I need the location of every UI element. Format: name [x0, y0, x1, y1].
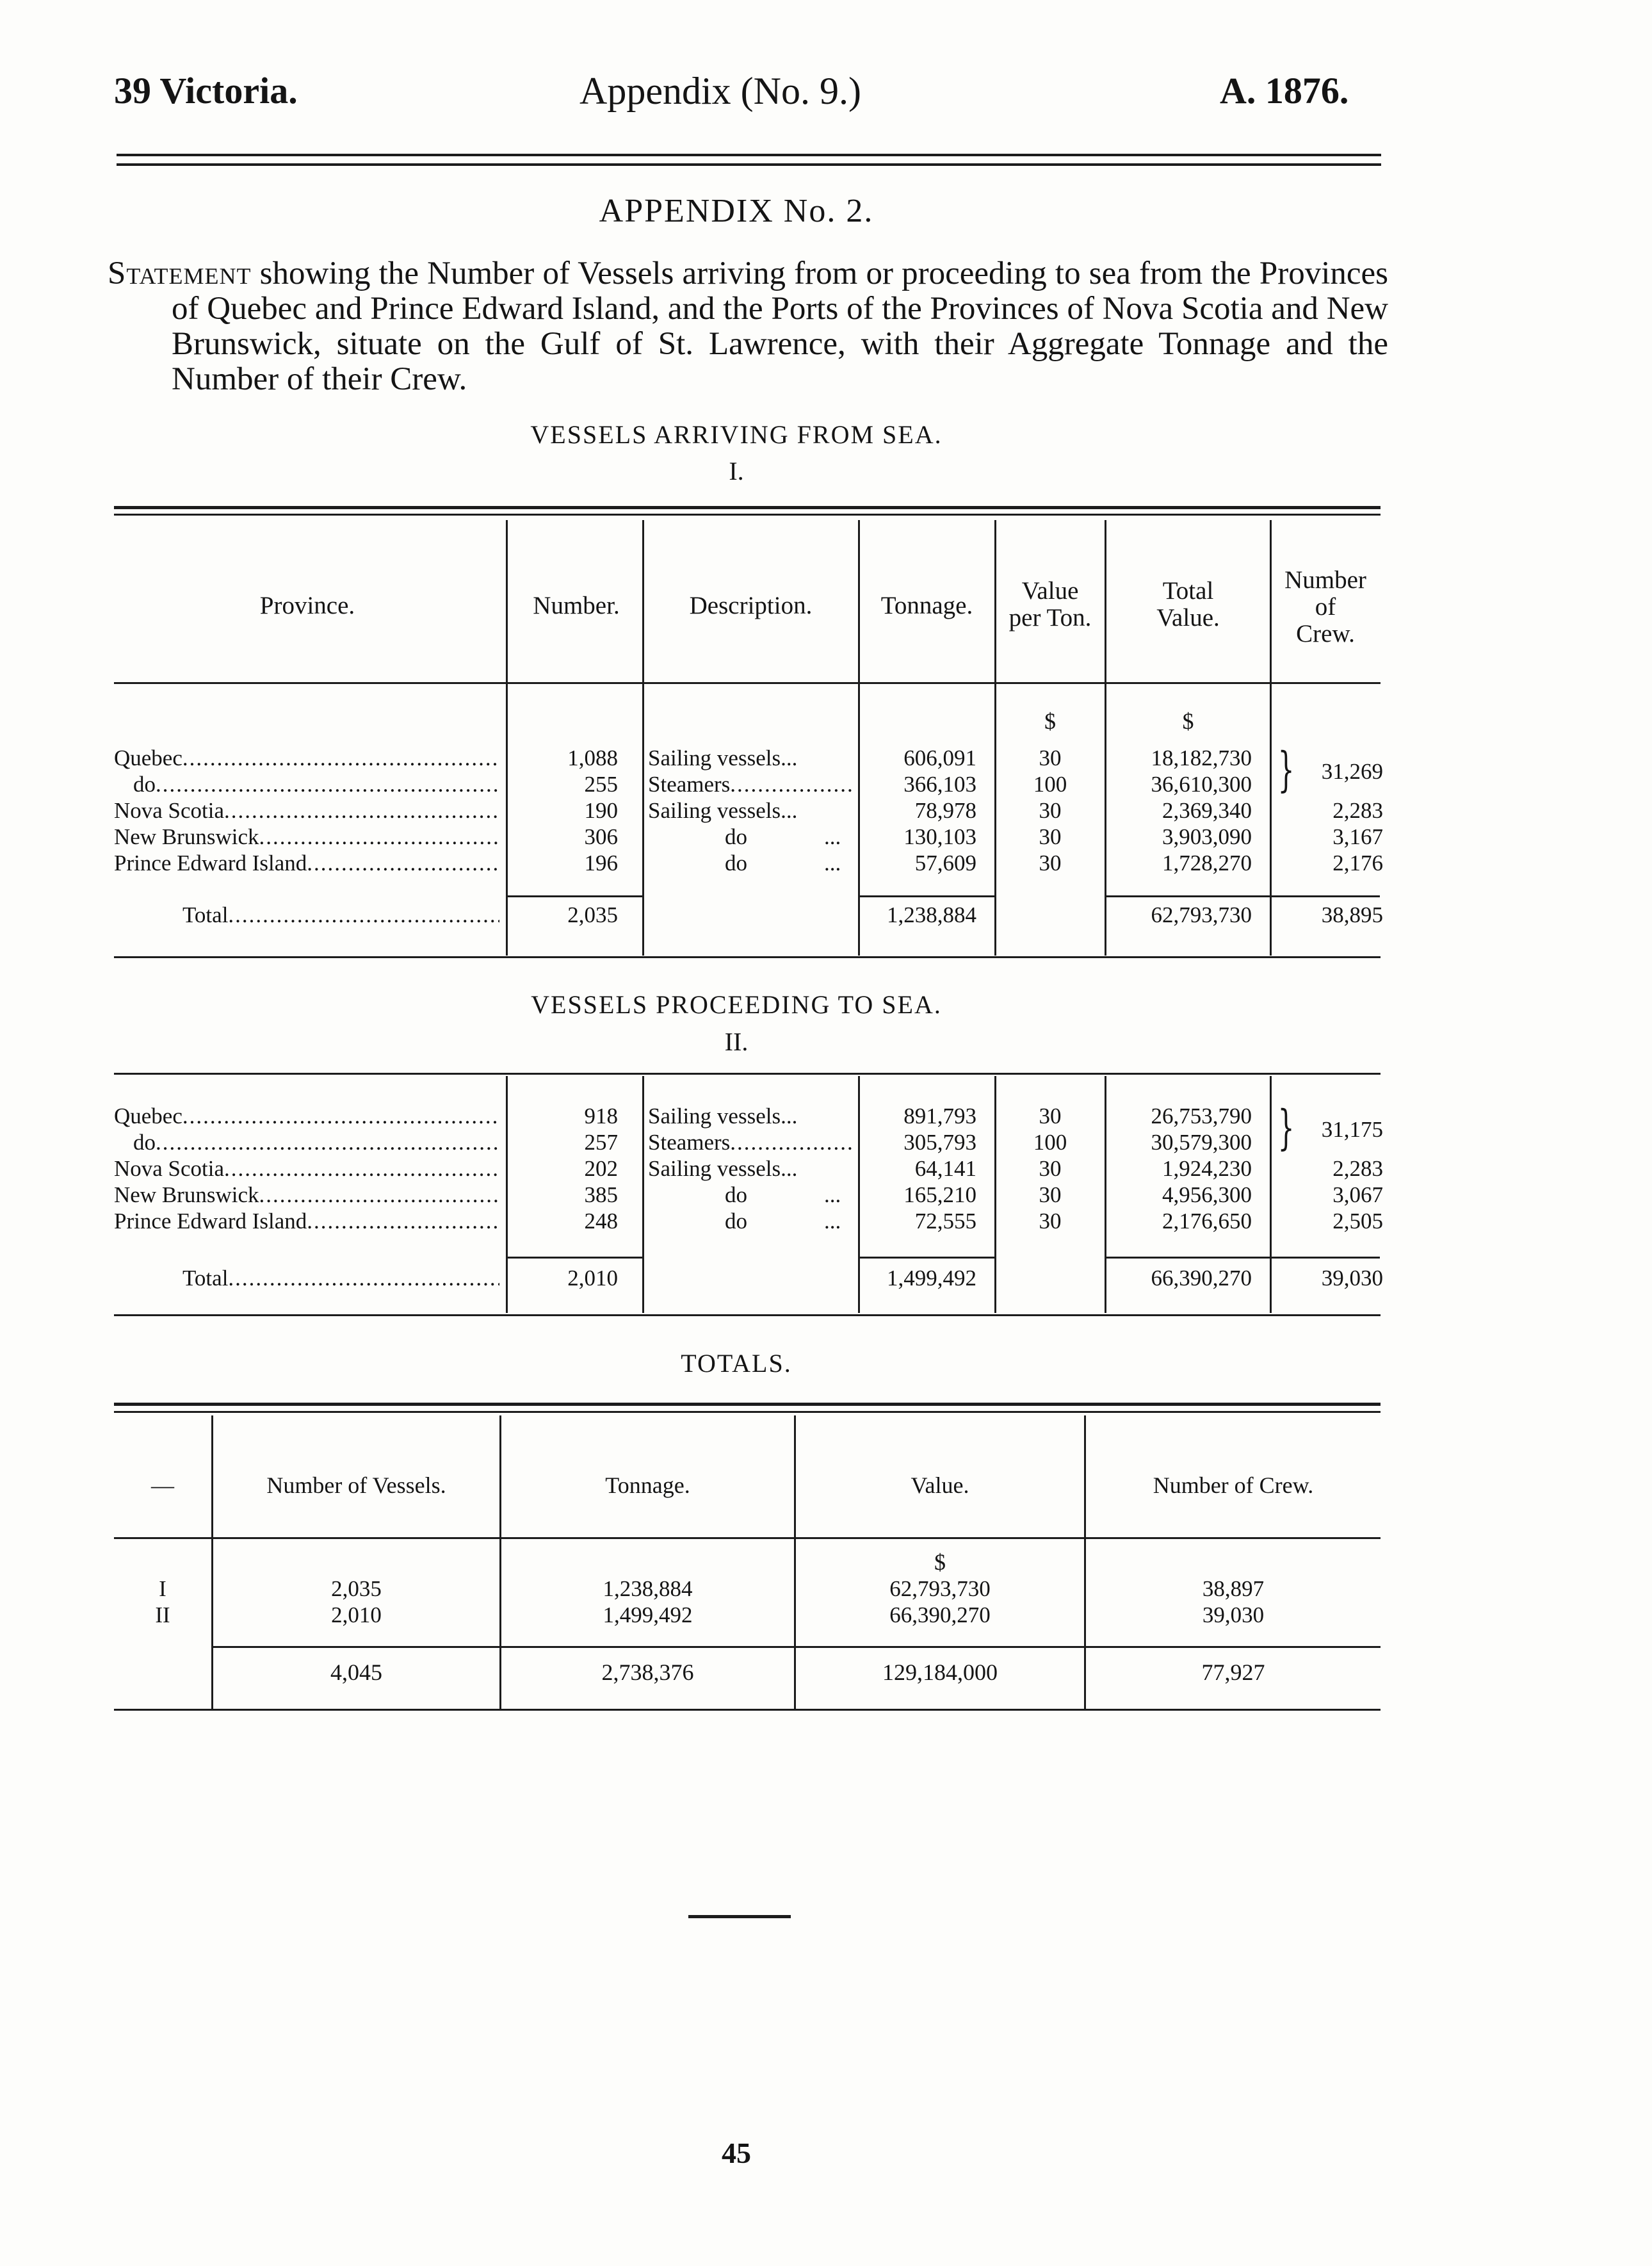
- running-header-left: 39 Victoria.: [114, 70, 298, 111]
- arriving-numeral: I.: [729, 457, 744, 485]
- proceeding-tonnage-col: 891,793 305,793 64,141 165,210 72,555: [903, 1104, 976, 1234]
- table1-vrule: [506, 520, 508, 956]
- arriving-total-tonnage: 1,238,884: [887, 902, 976, 927]
- page-number: 45: [722, 2137, 751, 2169]
- totals-header-value: Value.: [911, 1472, 969, 1498]
- arriving-total-label: Total .....: [182, 902, 499, 928]
- totals-grand-crew: 77,927: [1201, 1659, 1265, 1685]
- totals-tonnage-col: 1,238,884 1,499,492: [603, 1576, 693, 1627]
- appendix-title: APPENDIX No. 2.: [599, 193, 874, 229]
- proceeding-description-col: Sailing vessels... Steamers ..... Sailing vessels... do ... do ...: [648, 1103, 853, 1234]
- table-row-province: Quebec .....: [114, 1103, 498, 1129]
- proceeding-total-crew: 39,030: [1321, 1266, 1383, 1291]
- header-rule-top: [117, 154, 1381, 156]
- closing-rule: [688, 1915, 791, 1918]
- table2-vrule: [642, 1076, 644, 1313]
- totals-header-tonnage: Tonnage.: [605, 1472, 690, 1498]
- table-row-province: do .....: [114, 1129, 498, 1155]
- arriving-description-col: Sailing vessels... Steamers ..... Sailing vessels... do ... do ...: [648, 745, 853, 876]
- table1-bottom-rule: [114, 956, 1381, 958]
- col-crew: Number of Crew.: [1284, 566, 1366, 648]
- running-header-center: Appendix (No. 9.): [579, 70, 861, 112]
- proceeding-total-number: 2,010: [567, 1266, 618, 1291]
- table-row-province: Quebec .....: [114, 745, 498, 771]
- proceeding-quebec-crew: 31,175: [1321, 1117, 1383, 1142]
- totals-header-crew: Number of Crew.: [1153, 1472, 1314, 1498]
- totals-vessels-col: 2,035 2,010: [331, 1576, 382, 1627]
- table-row-province: New Brunswick .....: [114, 824, 498, 850]
- totals-label-col: I II: [155, 1576, 170, 1627]
- arriving-total-crew: 38,895: [1321, 902, 1383, 927]
- table1-vrule: [642, 520, 644, 956]
- value-per-ton-dollar: $: [1044, 708, 1056, 734]
- table1-total-rule-left: [506, 895, 644, 897]
- table1-total-rule-mid: [858, 895, 996, 897]
- totals-bottom-rule: [114, 1709, 1381, 1711]
- col-province: Province.: [259, 592, 355, 619]
- table1-vrule: [1270, 520, 1272, 956]
- table-row-province: Nova Scotia .....: [114, 1155, 498, 1182]
- statement-paragraph: [108, 256, 1388, 397]
- table2-vrule: [506, 1076, 508, 1313]
- proceeding-total-tonnage: 1,499,492: [887, 1266, 976, 1291]
- totals-header-dash: —: [151, 1472, 174, 1498]
- proceeding-number-col: 918 257 202 385 248: [584, 1104, 618, 1234]
- col-value-per-ton: Value per Ton.: [1008, 577, 1092, 632]
- col-description: Description.: [689, 592, 813, 619]
- col-tonnage: Tonnage.: [880, 592, 973, 619]
- table-row-province: do .....: [114, 771, 498, 797]
- totals-top-rule: [114, 1403, 1381, 1406]
- totals-header-vessels: Number of Vessels.: [266, 1472, 446, 1498]
- running-header-right: A. 1876.: [1220, 70, 1349, 111]
- arriving-number-col: 1,088 255 190 306 196: [567, 746, 618, 876]
- proceeding-value-per-ton-col: 30 100 30 30 30: [1033, 1104, 1067, 1234]
- table1-top-rule: [114, 506, 1381, 509]
- col-number: Number.: [533, 592, 620, 619]
- arriving-tonnage-col: 606,091 366,103 78,978 130,103 57,609: [903, 746, 976, 876]
- table1-total-rule-right: [1105, 895, 1380, 897]
- table1-vrule: [858, 520, 860, 956]
- statement-lead: Statement: [108, 256, 252, 291]
- proceeding-total-value: 66,390,270: [1151, 1266, 1252, 1291]
- arriving-quebec-brace: }: [1277, 742, 1295, 797]
- table-row-province: Nova Scotia .....: [114, 797, 498, 824]
- totals-grand-value: 129,184,000: [882, 1659, 998, 1685]
- proceeding-numeral: II.: [724, 1027, 749, 1056]
- statement-text: showing the Number of Vessels arriving from or proceeding to sea from the Provinces of Quebec and Prince Edward Island, and the Ports of the Provinces of Nova Scotia and New Brunswick, situate on the Gulf of St. Lawrence, with their Aggregate Tonnage and the Number of their Crew.: [172, 256, 1388, 397]
- totals-crew-col: 38,897 39,030: [1202, 1576, 1265, 1627]
- arriving-title: VESSELS ARRIVING FROM SEA.: [530, 420, 943, 449]
- arriving-province-col: [114, 745, 498, 876]
- table-row-province: Prince Edward Island .....: [114, 850, 498, 876]
- proceeding-province-col: [114, 1103, 498, 1234]
- proceeding-crew-col: 2,283 3,067 2,505: [1332, 1156, 1383, 1234]
- col-total-value: Total Value.: [1156, 577, 1220, 632]
- table-row-province: New Brunswick .....: [114, 1182, 498, 1208]
- table1-vrule: [994, 520, 996, 956]
- table-row-province: Prince Edward Island .....: [114, 1208, 498, 1234]
- totals-top-rule-2: [114, 1411, 1381, 1413]
- proceeding-total-label: Total .....: [182, 1265, 499, 1291]
- table1-vrule: [1105, 520, 1106, 956]
- table2-bottom-rule: [114, 1314, 1381, 1316]
- arriving-value-per-ton-col: 30 100 30 30 30: [1033, 746, 1067, 876]
- table1-top-rule-2: [114, 514, 1381, 516]
- totals-value-col: 62,793,730 66,390,270: [889, 1576, 991, 1627]
- proceeding-title: VESSELS PROCEEDING TO SEA.: [531, 990, 942, 1019]
- table2-total-rule-right: [1105, 1257, 1380, 1259]
- proceeding-quebec-brace: }: [1277, 1100, 1295, 1155]
- totals-header-rule: [114, 1537, 1381, 1539]
- table2-vrule: [1105, 1076, 1106, 1313]
- header-rule-bottom: [117, 163, 1381, 166]
- arriving-total-value-col: 18,182,730 36,610,300 2,369,340 3,903,090 1,728,270: [1151, 746, 1252, 876]
- arriving-total-number: 2,035: [567, 902, 618, 927]
- totals-grand-tonnage: 2,738,376: [601, 1659, 694, 1685]
- total-value-dollar: $: [1182, 708, 1194, 734]
- totals-sum-rule: [211, 1646, 1381, 1648]
- table1-header-rule: [114, 682, 1381, 684]
- arriving-crew-col: 2,283 3,167 2,176: [1332, 798, 1383, 876]
- totals-grand-vessels: 4,045: [330, 1659, 382, 1685]
- arriving-quebec-crew: 31,269: [1321, 759, 1383, 784]
- table2-total-rule-mid: [858, 1257, 996, 1259]
- table2-total-rule-left: [506, 1257, 644, 1259]
- table2-vrule: [858, 1076, 860, 1313]
- proceeding-total-value-col: 26,753,790 30,579,300 1,924,230 4,956,300 2,176,650: [1151, 1104, 1252, 1234]
- arriving-total-value: 62,793,730: [1151, 902, 1252, 927]
- totals-value-dollar: $: [934, 1549, 946, 1575]
- table2-top-rule: [114, 1073, 1381, 1075]
- totals-title: TOTALS.: [681, 1349, 792, 1378]
- table2-vrule: [1270, 1076, 1272, 1313]
